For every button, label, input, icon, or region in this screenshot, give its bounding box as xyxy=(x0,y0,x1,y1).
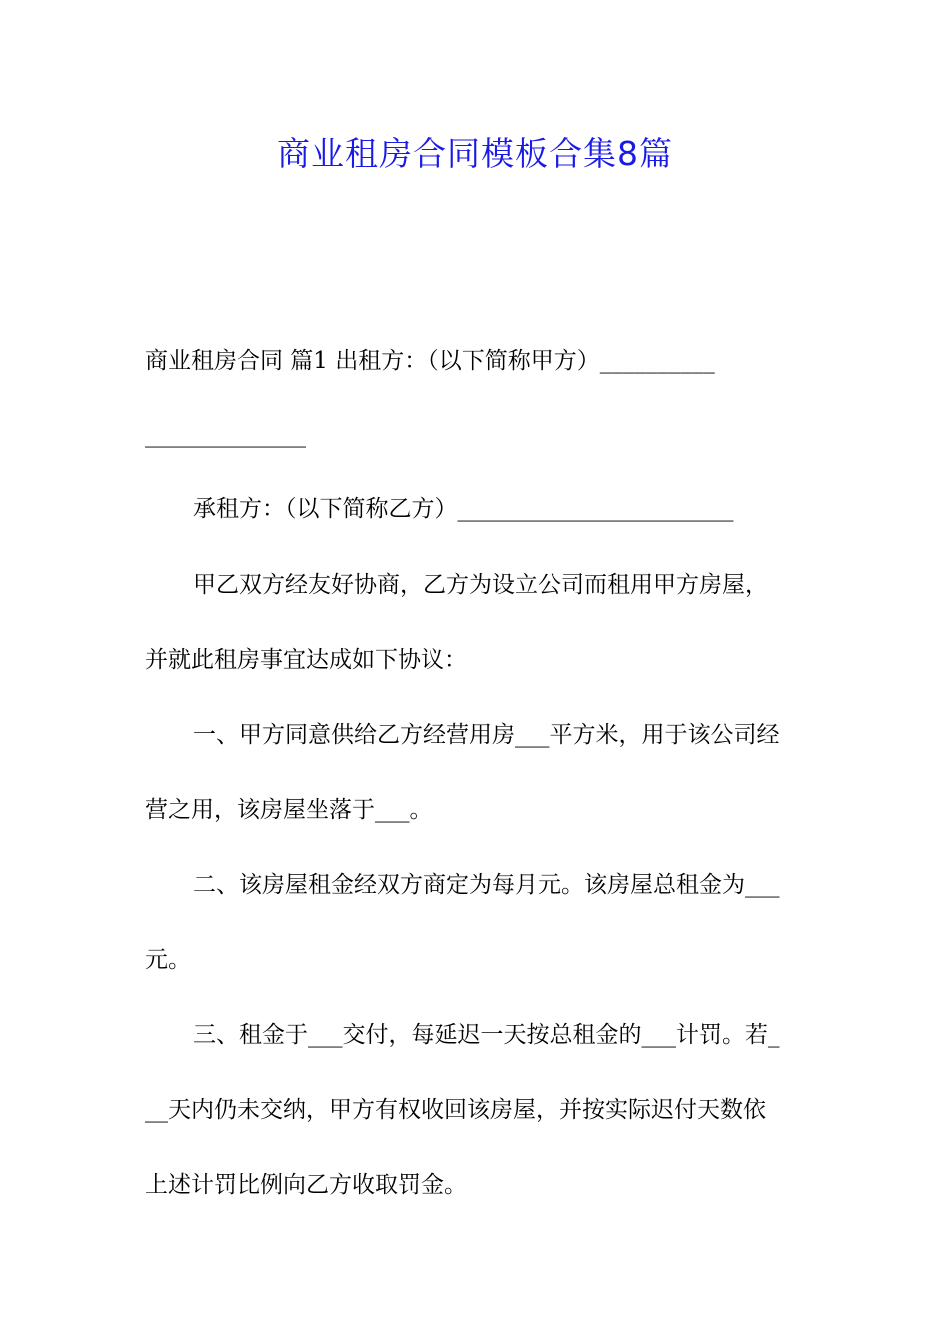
text-line-1: 商业租房合同 篇1 出租方：（以下简称甲方）__________ xyxy=(145,348,715,374)
text-line-10: 三、租金于___交付，每延迟一天按总租金的___计罚。若_ xyxy=(193,1022,780,1048)
text-line-6: 一、甲方同意供给乙方经营用房___平方米，用于该公司经 xyxy=(193,722,780,748)
text-line-2: ______________ xyxy=(145,422,306,448)
document-title: 商业租房合同模板合集8篇 xyxy=(277,134,673,173)
text-line-4: 甲乙双方经友好协商，乙方为设立公司而租用甲方房屋， xyxy=(193,572,768,598)
text-line-9: 元。 xyxy=(145,947,191,973)
text-line-3: 承租方：（以下简称乙方）________________________ xyxy=(193,496,734,522)
text-line-12: 上述计罚比例向乙方收取罚金。 xyxy=(145,1172,467,1198)
text-line-7: 营之用，该房屋坐落于___。 xyxy=(145,797,433,823)
text-line-5: 并就此租房事宜达成如下协议： xyxy=(145,647,467,673)
text-line-11: __天内仍未交纳，甲方有权收回该房屋，并按实际迟付天数依 xyxy=(145,1097,766,1123)
text-line-8: 二、该房屋租金经双方商定为每月元。该房屋总租金为___ xyxy=(193,872,780,898)
